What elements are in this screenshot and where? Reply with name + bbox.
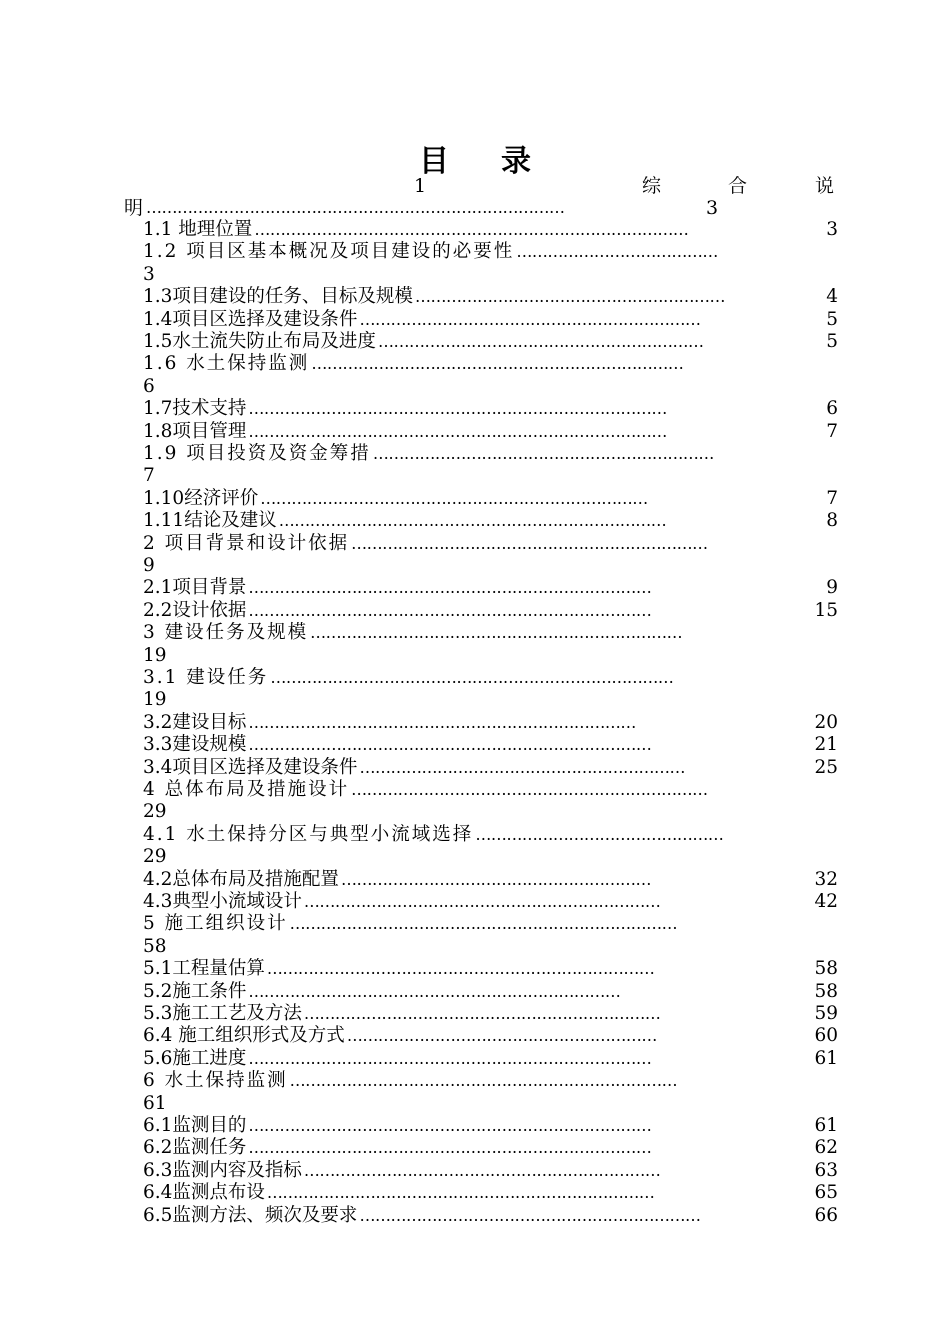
toc-entry-label: 1.6 水土保持监测 (143, 353, 310, 375)
toc-entry[interactable] (143, 309, 838, 331)
toc-entry-label: 3.4项目区选择及建设条件 (143, 756, 358, 778)
toc-entry-page: 7 (143, 465, 155, 487)
toc-entry-leader: ……………………………………………………………… (310, 623, 683, 643)
toc-entry-label: 5.3施工工艺及方法 (143, 1003, 302, 1024)
entry-1-number: 1 (414, 175, 427, 197)
toc-entry-leader: ………………………………………………………………………… (254, 220, 689, 239)
toc-entry-leader: ………………………………………………………………… (260, 488, 648, 508)
toc-entry-label: 1.7技术支持 (143, 398, 247, 420)
toc-entry-label: 3.1 建设任务 (143, 667, 269, 688)
toc-entry-page: 5 (826, 308, 838, 330)
entry-1-continued: 明 (124, 197, 144, 219)
toc-entry-leader: …………………………………………………… (414, 287, 725, 307)
toc-entry[interactable] (143, 824, 838, 846)
toc-entry[interactable] (143, 757, 838, 779)
toc-entry-leader: ………………………………………………………………… (289, 914, 678, 934)
toc-entry[interactable] (143, 600, 838, 622)
toc-entry-leader: ………………………………… (516, 242, 718, 262)
toc-entry-leader: ………………………………………… (475, 824, 724, 844)
toc-entry[interactable] (143, 488, 838, 510)
toc-entry-leader: …………………………………………………………… (303, 1004, 661, 1023)
toc-entry[interactable] (143, 533, 838, 555)
entry-1-char-1: 综 (642, 175, 662, 197)
entry-1-leader: ……………………………………………………………………… (146, 198, 565, 217)
toc-entry-page: 58 (143, 935, 167, 957)
toc-entry-page: 3 (143, 263, 155, 285)
toc-entry[interactable] (143, 958, 838, 980)
toc-entry-page: 61 (814, 1047, 838, 1069)
toc-entry-label: 4.2总体布局及措施配置 (143, 868, 339, 890)
toc-entry[interactable] (143, 1025, 838, 1047)
toc-entry-page: 59 (814, 1003, 838, 1024)
toc-entry-page: 25 (814, 756, 838, 778)
toc-entry-page: 4 (826, 286, 838, 308)
toc-entry-leader: ………………………………………………………………… (248, 712, 636, 732)
toc-entry-page: 65 (814, 1182, 838, 1204)
toc-entry[interactable] (143, 712, 838, 734)
toc-title-char-2: 录 (501, 144, 531, 179)
toc-entry-label: 5.6施工进度 (143, 1047, 247, 1069)
toc-entry-page: 20 (814, 711, 838, 733)
toc-entry[interactable] (143, 286, 838, 308)
toc-title (0, 136, 950, 180)
toc-entry-page: 7 (826, 487, 838, 509)
toc-entry-label: 6.1监测目的 (143, 1115, 247, 1136)
toc-entry-leader: ………………………………………………………………… (266, 959, 655, 979)
toc-entry[interactable] (143, 779, 838, 801)
toc-entry-label: 1.4项目区选择及建设条件 (143, 308, 358, 330)
toc-entry-leader: …………………………………………………………………… (248, 1116, 652, 1135)
toc-entry[interactable] (143, 1048, 838, 1070)
toc-title-char-1: 目 (419, 144, 449, 179)
toc-entry-page: 19 (143, 689, 167, 711)
toc-entry-label: 1.1 地理位置 (143, 219, 253, 240)
toc-entry-label: 6.5监测方法、频次及要求 (143, 1204, 358, 1226)
entry-1-char-2: 合 (728, 175, 748, 197)
toc-entry-page: 7 (826, 420, 838, 442)
toc-entry[interactable] (143, 869, 838, 891)
toc-entry-leader: ………………………………………………………… (372, 444, 714, 463)
toc-entry-page: 15 (814, 599, 838, 621)
toc-entry-leader: …………………………………………………… (340, 869, 651, 889)
toc-entry-label: 5 施工组织设计 (143, 913, 288, 935)
toc-entry-label: 3.3建设规模 (143, 734, 247, 756)
toc-entry-label: 5.1工程量估算 (143, 958, 265, 980)
toc-entry-label: 6.2监测任务 (143, 1137, 247, 1159)
toc-entry-leader: …………………………………………………………………… (248, 600, 652, 620)
toc-entry[interactable] (143, 1003, 838, 1025)
toc-entry-leader: ……………………………………………………………………… (248, 421, 667, 441)
toc-entry-page: 8 (826, 510, 838, 532)
toc-entry-page: 9 (143, 555, 155, 576)
toc-entry[interactable] (143, 353, 838, 375)
toc-entry-page: 6 (143, 375, 155, 397)
entry-1-char-3: 说 (815, 175, 835, 197)
toc-entry-page: 61 (814, 1115, 838, 1136)
toc-entry-page: 61 (143, 1092, 167, 1114)
toc-entry-leader: …………………………………………………… (346, 1026, 657, 1046)
toc-entry-label: 5.2施工条件 (143, 980, 247, 1002)
toc-entry[interactable] (143, 1137, 838, 1159)
toc-entry-leader: …………………………………………………………… (303, 892, 661, 911)
toc-entry-label: 4 总体布局及措施设计 (143, 779, 350, 800)
toc-entry-label: 6.3监测内容及指标 (143, 1159, 302, 1181)
toc-entry[interactable] (143, 913, 838, 935)
toc-entry-leader: ……………………………………………………… (359, 757, 685, 777)
toc-entry-leader: ……………………………………………………………… (311, 354, 684, 374)
toc-entry-label: 1.10经济评价 (143, 487, 259, 509)
toc-entry-label: 1.5水土流失防止布局及进度 (143, 331, 376, 352)
toc-entry-leader: …………………………………………………………… (351, 780, 708, 799)
toc-entry[interactable] (143, 667, 838, 689)
toc-entry[interactable] (143, 1070, 838, 1092)
toc-entry-leader: ……………………………………………………………………… (248, 399, 667, 419)
toc-entry-label: 1.8项目管理 (143, 420, 247, 442)
toc-entry-leader: ………………………………………………………………… (289, 1071, 678, 1091)
toc-entry-label: 3 建设任务及规模 (143, 622, 309, 644)
toc-entry-leader: ………………………………………………………………… (278, 511, 667, 531)
toc-entry[interactable] (143, 981, 838, 1003)
toc-entry-leader: …………………………………………………………………… (248, 578, 652, 598)
toc-entry[interactable] (143, 734, 838, 756)
toc-entry-page: 58 (814, 958, 838, 980)
toc-entry-leader: ……………………………………………………………… (248, 981, 621, 1001)
toc-entry[interactable] (143, 891, 838, 913)
toc-entry[interactable] (143, 421, 838, 443)
toc-entry-label: 1.9 项目投资及资金筹措 (143, 443, 371, 464)
toc-entry-page: 29 (143, 846, 167, 868)
toc-entry-label: 4.1 水土保持分区与典型小流域选择 (143, 823, 474, 845)
toc-entry-page: 63 (814, 1159, 838, 1181)
toc-entry-leader: ……………………………………………………… (377, 332, 704, 351)
toc-entry-label: 6.4 施工组织形式及方式 (143, 1025, 345, 1047)
toc-entry-page: 42 (814, 891, 838, 912)
toc-entry[interactable] (143, 1115, 838, 1137)
toc-entry-label: 1.11结论及建议 (143, 510, 277, 532)
toc-entry-label: 2 项目背景和设计依据 (143, 532, 350, 554)
toc-entry-label: 4.3典型小流域设计 (143, 891, 302, 912)
toc-entry[interactable] (143, 443, 838, 465)
toc-entry-leader: ………………………………………………………… (359, 1205, 701, 1225)
toc-entry[interactable] (143, 510, 838, 532)
toc-entry[interactable] (143, 331, 838, 353)
toc-entry-page: 32 (814, 868, 838, 890)
toc-entry-page: 19 (143, 644, 167, 666)
toc-entry-label: 6 水土保持监测 (143, 1070, 288, 1092)
toc-entry-leader: ………………………………………………………… (359, 309, 701, 329)
toc-entry-page: 5 (826, 331, 838, 352)
toc-entry-page: 29 (143, 801, 167, 823)
toc-entry-leader: …………………………………………………………… (351, 533, 708, 553)
toc-entry[interactable] (143, 398, 838, 420)
toc-entry-leader: ………………………………………………………………… (266, 1183, 655, 1203)
toc-entry-leader: …………………………………………………………………… (270, 668, 674, 687)
toc-entry-page: 66 (814, 1204, 838, 1226)
toc-entry-label: 1.3项目建设的任务、目标及规模 (143, 286, 413, 308)
toc-entry-label: 3.2建设目标 (143, 711, 247, 733)
toc-entry-label: 2.2设计依据 (143, 599, 247, 621)
entry-1-page: 3 (706, 197, 719, 219)
toc-entry-page: 62 (814, 1137, 838, 1159)
toc-entry-label: 1.2 项目区基本概况及项目建设的必要性 (143, 241, 515, 263)
toc-entry-leader: …………………………………………………………………… (248, 735, 652, 755)
toc-entry[interactable] (143, 1182, 838, 1204)
toc-entry[interactable] (143, 241, 838, 263)
toc-entry[interactable] (143, 219, 838, 241)
toc-entry-label: 6.4监测点布设 (143, 1182, 265, 1204)
toc-entry-leader: …………………………………………………………………… (248, 1138, 652, 1158)
toc-entry-leader: …………………………………………………………………… (248, 1048, 652, 1068)
toc-entry-page: 6 (826, 398, 838, 420)
toc-entry[interactable] (143, 577, 838, 599)
toc-entry-page: 9 (826, 577, 838, 599)
toc-entry-page: 21 (814, 734, 838, 756)
toc-entry-label: 2.1项目背景 (143, 577, 247, 599)
toc-entry[interactable] (143, 622, 838, 644)
toc-entry[interactable] (143, 1205, 838, 1227)
toc-entry-page: 3 (826, 219, 838, 240)
toc-entry-page: 60 (814, 1025, 838, 1047)
toc-entry[interactable] (143, 1160, 838, 1182)
toc-entry-page: 58 (814, 980, 838, 1002)
toc-entry-leader: …………………………………………………………… (303, 1160, 661, 1180)
